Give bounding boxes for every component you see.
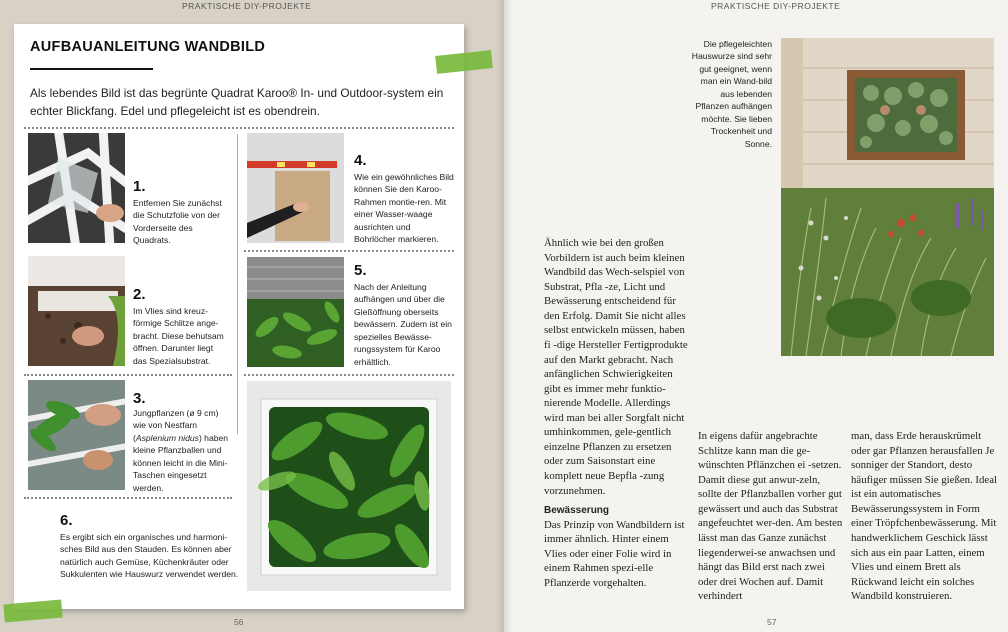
dotted-divider xyxy=(244,374,454,376)
dotted-divider xyxy=(24,497,232,499)
page-number-left: 56 xyxy=(234,617,244,627)
step-1-text: Entfernen Sie zunächst die Schutzfolie von der Vorderseite des Quadrats. xyxy=(133,198,222,246)
step-1-photo xyxy=(28,133,125,243)
step-3-number: 3. xyxy=(133,390,146,407)
text-column-2: In eigens dafür angebrachte Schlitze kann man die ge-wünschten Pflänzchen ei -setzen. Damit diese gut anwur-zeln, sollte der Pflanzballen vorher gut gewässert und auch das Substrat angefeuchtet wer-den. Am besten lässt man das Ganze zunächst liegenderwei-se anwachsen und hängt das Bild erst nach zwei oder drei Wochen auf. Damit verhindert xyxy=(698,430,843,603)
step-5-photo xyxy=(247,257,344,367)
green-tape-bottom xyxy=(3,600,62,623)
column-1-body: Ähnlich wie bei den großen Vorbildern ist auch beim kleinen Wandbild das Wech-selspiel von Substrat, Pfla -ze, Licht und Bewässerung entscheidend für den Erfolg. Damit Sie nicht alles selbst entwickeln müssen, haben fi -dige Hersteller Fertigprodukte auf den Markt gebracht. Nach anfänglichen Schwierigkeiten gibt es immer mehr funktio-nierende Modelle. Allerdings wird man bei aller Sorgfalt nicht umhinkommen, gele-gentlich einzelne Pflanzen zu ersetzen oder zum Saisonstart eine komplett neue Bepfla -zung vorzunehmen. xyxy=(544,237,688,497)
step-3-text xyxy=(133,407,229,494)
photo-caption: Die pflegeleichten Hauswurze sind sehr gut geeignet, wenn man ein Wand-bild aus lebenden Pflanzen aufhängen möchte. Sie lieben Trockenheit und Sonne. xyxy=(691,39,772,149)
text-column-1 xyxy=(544,236,690,590)
step-3-text-a: Jungpflanzen (ø 9 cm) wie von Nestfarn ( xyxy=(133,408,219,443)
step-5-number: 5. xyxy=(354,262,367,279)
title-rule xyxy=(30,68,153,70)
step-5-text: Nach der Anleitung aufhängen und über die Gießöffnung oberseits bewässern. Zudem ist ein spezielles Bewässe-rungssystem für Karoo erhältlich. xyxy=(354,282,452,367)
text-column-3: man, dass Erde herauskrümelt oder gar Pflanzen herausfallen Je sonniger der Standort, desto häufiger müssen Sie gießen. Ideal ist ein automatisches Bewässerungssystem in Form einer Tröpfchenbewässerung. Mit handwerklichem Geschick lässt sich aus ein paar Latten, einem Vlies und einem Brett als Rückwand leicht ein solches Wandbild konstruieren. xyxy=(851,430,998,603)
card-intro: Als lebendes Bild ist das begrünte Quadrat Karoo® In- und Outdoor-system ein echter Blickfang. Edel und pflegeleicht ist es obendrein. xyxy=(30,86,444,119)
running-head-left: PRAKTISCHE DIY-PROJEKTE xyxy=(182,1,312,11)
dotted-divider xyxy=(24,374,232,376)
book-gutter xyxy=(496,0,512,632)
card-title: AUFBAUANLEITUNG WANDBILD xyxy=(30,39,266,55)
step-2-photo xyxy=(28,256,125,366)
step-6-text: Es ergibt sich ein organisches und harmoni-sches Bild aus den Stauden. Es können aber natürlich auch Gemüse, Küchenkräuter oder Sukkulenten wie Hauswurz verwendet werden. xyxy=(60,532,239,580)
garden-wall-picture-photo xyxy=(781,38,994,356)
step-6-number: 6. xyxy=(60,512,73,529)
step-1-number: 1. xyxy=(133,178,146,195)
column-divider xyxy=(237,134,238,434)
instruction-card xyxy=(14,24,464,609)
page-number-right: 57 xyxy=(767,617,777,627)
step-3-botanical-name: Asplenium nidus xyxy=(135,432,199,443)
step-3-photo xyxy=(28,380,125,490)
step-3-text-b: ) haben kleine Pflanzballen und können leicht in die Mini-Taschen eingesetzt werden. xyxy=(133,432,229,493)
dotted-divider xyxy=(24,127,454,129)
subhead-bewaesserung: Bewässerung xyxy=(544,505,610,517)
finished-wall-picture-photo xyxy=(247,381,451,591)
step-4-number: 4. xyxy=(354,152,367,169)
step-2-text: Im Vlies sind kreuz-förmige Schlitze ange-bracht. Diese behutsam öffnen. Darunter liegt das Spezialsubstrat. xyxy=(133,306,224,366)
column-1-body-2: Das Prinzip von Wandbildern ist immer ähnlich. Hinter einem Vlies oder einer Folie wird in einem Rahmen spezi-elle Pflanzerde vorgehalten. xyxy=(544,518,685,589)
step-2-number: 2. xyxy=(133,286,146,303)
step-4-photo xyxy=(247,133,344,243)
dotted-divider xyxy=(244,250,454,252)
running-head-right: PRAKTISCHE DIY-PROJEKTE xyxy=(711,1,841,11)
step-4-text: Wie ein gewöhnliches Bild können Sie den Karoo-Rahmen montie-ren. Mit einer Wasser-waage ausrichten und Bohrlöcher markieren. xyxy=(354,172,454,245)
